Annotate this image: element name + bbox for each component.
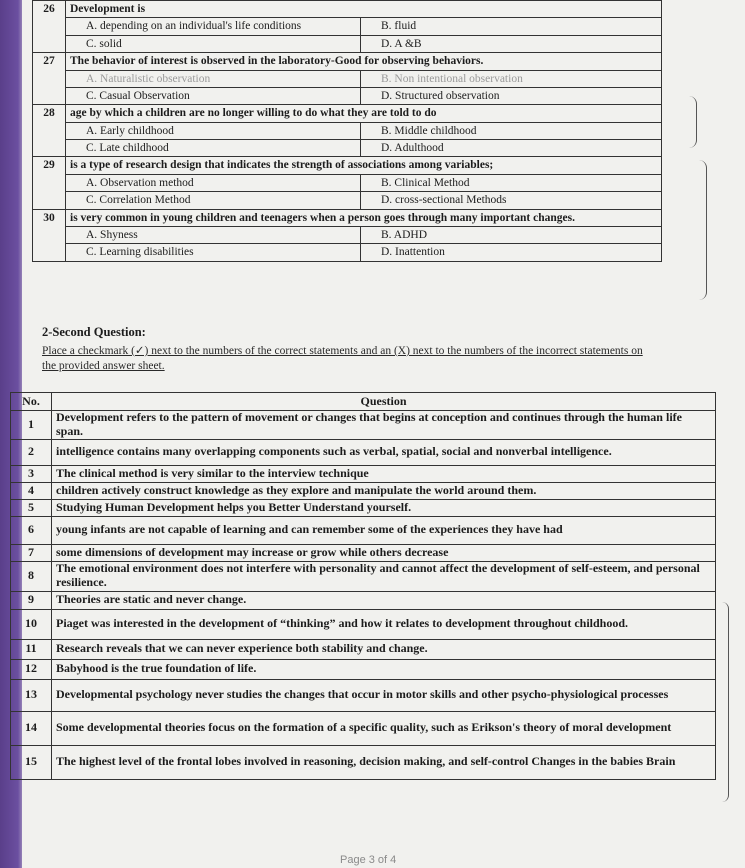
statement-text: The emotional environment does not interfere with personality and cannot affect the development of self-esteem, and personal resilience. [52,561,716,591]
option: A. Naturalistic observation [66,70,361,87]
statement-text: young infants are not capable of learning and can remember some of the experiences they have had [52,516,716,544]
options-row [33,70,662,87]
page-footer: Page 3 of 4 [340,854,397,866]
question-stem: The behavior of interest is observed in the laboratory-Good for observing behaviors. [66,53,662,70]
option: C. Learning disabilities [66,244,361,261]
statement-number: 9 [11,591,52,609]
statement-text: Theories are static and never change. [52,591,716,609]
options-row [33,140,662,157]
statement-text: Development refers to the pattern of movement or changes that begins at conception and continues through the human life span. [52,411,716,440]
table-row [11,516,716,544]
option: A. Shyness [66,226,361,243]
statement-text: intelligence contains many overlapping components such as verbal, spatial, social and nonverbal intelligence. [52,439,716,465]
statement-number: 2 [11,439,52,465]
question-stem: age by which a children are no longer willing to do what they are told to do [66,105,662,122]
table-row [11,591,716,609]
option: B. Clinical Method [361,174,662,191]
question-stem: is a type of research design that indicates the strength of associations among variables; [66,157,662,174]
options-row [33,174,662,191]
statement-text: Babyhood is the true foundation of life. [52,659,716,679]
question-stem: Development is [66,1,662,18]
question-stem: is very common in young children and teenagers when a person goes through many important changes. [66,209,662,226]
table-row [11,544,716,561]
table-row [11,499,716,516]
option: B. Non intentional observation [361,70,662,87]
table-row [11,411,716,440]
statement-number: 11 [11,639,52,659]
option: D. A &B [361,35,662,52]
options-row [33,122,662,139]
statement-number: 14 [11,711,52,745]
mcq-table [32,0,662,262]
option: A. Observation method [66,174,361,191]
option: C. Late childhood [66,140,361,157]
statement-text: Piaget was interested in the development of “thinking” and how it relates to development throughout childhood. [52,609,716,639]
mcq-row [33,1,662,18]
table-row [11,609,716,639]
table-row [11,659,716,679]
mcq-row [33,53,662,70]
statement-number: 1 [11,411,52,440]
statement-number: 8 [11,561,52,591]
column-header-question: Question [52,393,716,411]
table-row [11,482,716,499]
mcq-row [33,105,662,122]
table-row [11,561,716,591]
column-header-no: No. [11,393,52,411]
option: C. Correlation Method [66,192,361,209]
true-false-table [10,392,716,780]
option: D. Structured observation [361,87,662,104]
statement-text: Developmental psychology never studies the changes that occur in motor skills and other psycho-physiological processes [52,679,716,711]
table-row [11,639,716,659]
statement-number: 10 [11,609,52,639]
table-row [11,465,716,482]
statement-text: The highest level of the frontal lobes involved in reasoning, decision making, and self-control Changes in the babies Brain [52,745,716,779]
mcq-row [33,209,662,226]
question-number: 26 [33,1,66,53]
statement-number: 15 [11,745,52,779]
table-row [11,679,716,711]
statement-number: 13 [11,679,52,711]
option: C. solid [66,35,361,52]
margin-bracket [696,160,707,300]
option: B. fluid [361,18,662,35]
section-heading: 2-Second Question: [42,325,146,339]
statement-number: 12 [11,659,52,679]
option: D. Inattention [361,244,662,261]
statement-text: The clinical method is very similar to the interview technique [52,465,716,482]
options-row [33,192,662,209]
question-number: 30 [33,209,66,261]
options-row [33,87,662,104]
option: B. ADHD [361,226,662,243]
statement-number: 4 [11,482,52,499]
option: C. Casual Observation [66,87,361,104]
options-row [33,18,662,35]
statement-text: some dimensions of development may increase or grow while others decrease [52,544,716,561]
options-row [33,226,662,243]
options-row [33,35,662,52]
table-row [11,439,716,465]
question-number: 28 [33,105,66,157]
question-number: 27 [33,53,66,105]
table-row [11,711,716,745]
margin-bracket [722,602,729,802]
statement-number: 7 [11,544,52,561]
option: D. Adulthood [361,140,662,157]
question-number: 29 [33,157,66,209]
statement-text: Studying Human Development helps you Better Understand yourself. [52,499,716,516]
options-row [33,244,662,261]
margin-bracket [688,96,697,148]
statement-number: 6 [11,516,52,544]
mcq-row [33,157,662,174]
option: A. Early childhood [66,122,361,139]
statement-number: 5 [11,499,52,516]
table-header-row [11,393,716,411]
statement-text: children actively construct knowledge as they explore and manipulate the world around them. [52,482,716,499]
table-row [11,745,716,779]
statement-text: Some developmental theories focus on the formation of a specific quality, such as Erikson's theory of moral development [52,711,716,745]
statement-number: 3 [11,465,52,482]
statement-text: Research reveals that we can never experience both stability and change. [52,639,716,659]
section-instructions: Place a checkmark (✓) next to the numbers of the correct statements and an (X) next to the numbers of the incorrect statements on the provided answer sheet. [42,345,643,372]
option: D. cross-sectional Methods [361,192,662,209]
option: B. Middle childhood [361,122,662,139]
option: A. depending on an individual's life conditions [66,18,361,35]
